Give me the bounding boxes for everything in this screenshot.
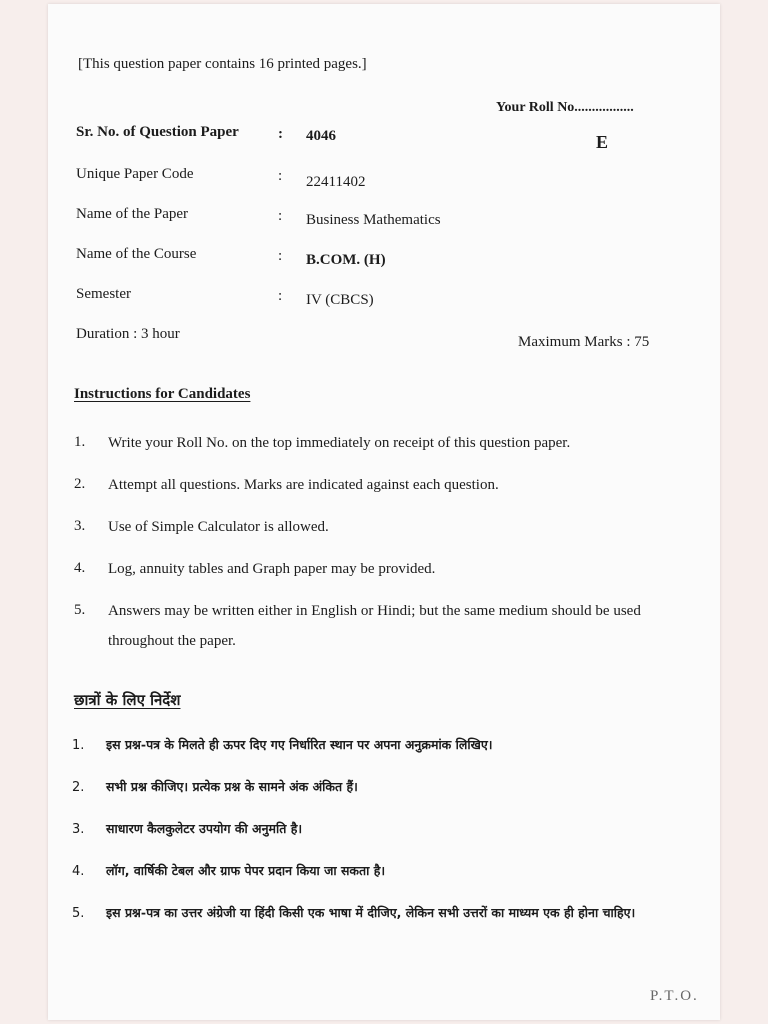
instruction-number: 1. bbox=[74, 434, 86, 450]
instruction-number: 2. bbox=[74, 476, 86, 492]
meta-label-semester: Semester bbox=[76, 286, 131, 302]
instructions-heading-english: Instructions for Candidates bbox=[74, 386, 251, 402]
meta-label-course-name: Name of the Course bbox=[76, 246, 197, 262]
meta-colon: : bbox=[278, 288, 283, 304]
instruction-number: 4. bbox=[74, 560, 86, 576]
instruction-number: 3. bbox=[72, 822, 85, 837]
paper-set-code: E bbox=[596, 132, 609, 152]
instruction-text: Log, annuity tables and Graph paper may be provided. bbox=[108, 561, 436, 577]
instruction-text-hindi: इस प्रश्न-पत्र के मिलते ही ऊपर दिए गए निर्धारित स्थान पर अपना अनुक्रमांक लिखिए। bbox=[106, 737, 493, 752]
maximum-marks: Maximum Marks : 75 bbox=[518, 334, 650, 350]
instruction-text: Write your Roll No. on the top immediately on receipt of this question paper. bbox=[108, 435, 571, 451]
roll-number-field: Your Roll No................. bbox=[496, 100, 634, 115]
instruction-text-hindi: सभी प्रश्न कीजिए। प्रत्येक प्रश्न के सामने अंक अंकित हैं। bbox=[106, 779, 358, 794]
instruction-number: 2. bbox=[72, 780, 85, 795]
please-turn-over: P.T.O. bbox=[650, 988, 699, 1004]
meta-label-paper-name: Name of the Paper bbox=[76, 206, 189, 222]
meta-label-paper-code: Unique Paper Code bbox=[76, 166, 194, 182]
instruction-text: Answers may be written either in English or Hindi; but the same medium should be used throughout the paper. bbox=[108, 603, 641, 649]
meta-value-paper-name: Business Mathematics bbox=[306, 212, 441, 228]
meta-colon: : bbox=[278, 168, 283, 184]
instruction-text-hindi: लॉग, वार्षिकी टेबल और ग्राफ पेपर प्रदान किया जा सकता है। bbox=[106, 863, 386, 878]
instruction-text: Attempt all questions. Marks are indicated against each question. bbox=[108, 477, 499, 493]
meta-label-serial-number: Sr. No. of Question Paper bbox=[76, 124, 239, 140]
instruction-text: Use of Simple Calculator is allowed. bbox=[108, 519, 329, 535]
instruction-text-hindi: इस प्रश्न-पत्र का उत्तर अंग्रेजी या हिंदी किसी एक भाषा में दीजिए, लेकिन सभी उत्तरों का माध्यम एक ही होना चाहिए। bbox=[106, 905, 636, 920]
instruction-text-hindi: साधारण कैलकुलेटर उपयोग की अनुमति है। bbox=[106, 821, 303, 836]
meta-colon: : bbox=[278, 126, 283, 142]
instruction-number: 5. bbox=[72, 906, 85, 921]
meta-colon: : bbox=[278, 208, 283, 224]
meta-value-serial-number: 4046 bbox=[306, 128, 336, 144]
instruction-number: 1. bbox=[72, 738, 85, 753]
meta-value-paper-code: 22411402 bbox=[306, 174, 366, 190]
instructions-heading-hindi: छात्रों के लिए निर्देश bbox=[74, 691, 181, 709]
instruction-number: 5. bbox=[74, 602, 86, 618]
instruction-number: 3. bbox=[74, 518, 86, 534]
duration: Duration : 3 hour bbox=[76, 326, 180, 342]
meta-value-semester: IV (CBCS) bbox=[306, 292, 374, 308]
meta-colon: : bbox=[278, 248, 283, 264]
question-paper-page bbox=[48, 4, 720, 1020]
printed-pages-note: [This question paper contains 16 printed pages.] bbox=[78, 56, 367, 72]
instruction-number: 4. bbox=[72, 864, 85, 879]
meta-value-course-name: B.COM. (H) bbox=[306, 252, 386, 268]
